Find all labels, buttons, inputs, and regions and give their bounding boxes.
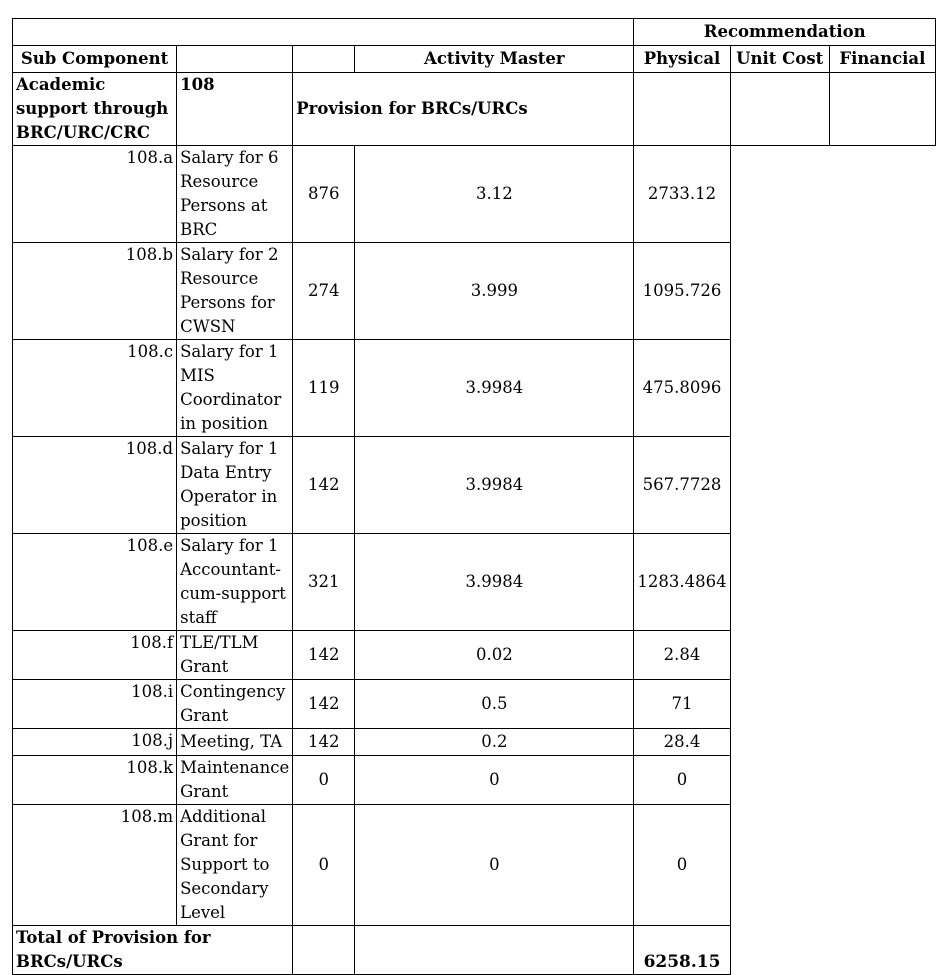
recommendation-table-container: [12, 18, 936, 975]
financial-value: 2733.12: [634, 146, 730, 243]
unit-cost-value: 0.02: [355, 631, 634, 680]
subcode-header-blank: [293, 46, 355, 73]
activity-master-header: Activity Master: [355, 46, 634, 73]
table-row: [13, 756, 936, 805]
financial-value: 28.4: [634, 729, 730, 756]
unit-cost-value: 3.9984: [355, 534, 634, 631]
activity-name: Meeting, TA: [177, 729, 293, 756]
sub-component-header: Sub Component: [13, 46, 177, 73]
unit-cost-value: 0: [355, 756, 634, 805]
recommendation-header: Recommendation: [634, 19, 936, 46]
total-financial: 6258.15: [634, 926, 730, 975]
activity-name: Salary for 1 Data Entry Operator in position: [177, 437, 293, 534]
financial-header: Financial: [829, 46, 935, 73]
unit-cost-value: 0.2: [355, 729, 634, 756]
physical-value: 142: [293, 680, 355, 729]
header-blank-cell: [13, 19, 634, 46]
unit-cost-value: 3.9984: [355, 340, 634, 437]
unit-cost-value: 3.9984: [355, 437, 634, 534]
table-row: [13, 340, 936, 437]
physical-value: 142: [293, 729, 355, 756]
financial-value: 1095.726: [634, 243, 730, 340]
header-row-top: [13, 19, 936, 46]
total-label: Total of Provision for BRCs/URCs: [13, 926, 293, 975]
activity-code: 108.m: [13, 805, 177, 926]
physical-value: 321: [293, 534, 355, 631]
activity-name: TLE/TLM Grant: [177, 631, 293, 680]
physical-header: Physical: [634, 46, 730, 73]
recommendation-table: [12, 18, 936, 975]
activity-code: 108.b: [13, 243, 177, 340]
group-physical-blank: [634, 73, 730, 146]
table-row: [13, 243, 936, 340]
table-row: [13, 729, 936, 756]
activity-code: 108.e: [13, 534, 177, 631]
activity-code: 108.j: [13, 729, 177, 756]
table-row: [13, 631, 936, 680]
table-row: [13, 805, 936, 926]
total-physical-blank: [293, 926, 355, 975]
activity-name: Additional Grant for Support to Secondary Level: [177, 805, 293, 926]
code-header-blank: [177, 46, 293, 73]
financial-value: 2.84: [634, 631, 730, 680]
physical-value: 0: [293, 756, 355, 805]
activity-code: 108.c: [13, 340, 177, 437]
financial-value: 0: [634, 805, 730, 926]
unit-cost-value: 0.5: [355, 680, 634, 729]
table-row: [13, 680, 936, 729]
financial-value: 1283.4864: [634, 534, 730, 631]
activity-name: Contingency Grant: [177, 680, 293, 729]
unit-cost-header: Unit Cost: [730, 46, 829, 73]
group-row: [13, 73, 936, 146]
activity-code: 108.d: [13, 437, 177, 534]
group-financial-blank: [829, 73, 935, 146]
table-row: [13, 146, 936, 243]
activity-name: Salary for 2 Resource Persons for CWSN: [177, 243, 293, 340]
group-code-cell: 108: [177, 73, 293, 146]
unit-cost-value: 3.999: [355, 243, 634, 340]
financial-value: 0: [634, 756, 730, 805]
financial-value: 567.7728: [634, 437, 730, 534]
physical-value: 876: [293, 146, 355, 243]
activity-name: Salary for 1 MIS Coordinator in position: [177, 340, 293, 437]
activity-name: Maintenance Grant: [177, 756, 293, 805]
total-unit-cost-blank: [355, 926, 634, 975]
financial-value: 71: [634, 680, 730, 729]
header-row-columns: [13, 46, 936, 73]
financial-value: 475.8096: [634, 340, 730, 437]
physical-value: 142: [293, 631, 355, 680]
sub-component-cell: Academic support through BRC/URC/CRC: [13, 73, 177, 146]
activity-code: 108.k: [13, 756, 177, 805]
total-row: [13, 926, 936, 975]
activity-code: 108.i: [13, 680, 177, 729]
group-unit-cost-blank: [730, 73, 829, 146]
physical-value: 119: [293, 340, 355, 437]
activity-name: Salary for 1 Accountant-cum-support staff: [177, 534, 293, 631]
group-title-cell: Provision for BRCs/URCs: [293, 73, 634, 146]
activity-code: 108.f: [13, 631, 177, 680]
activity-name: Salary for 6 Resource Persons at BRC: [177, 146, 293, 243]
unit-cost-value: 3.12: [355, 146, 634, 243]
physical-value: 0: [293, 805, 355, 926]
table-row: [13, 437, 936, 534]
table-row: [13, 534, 936, 631]
unit-cost-value: 0: [355, 805, 634, 926]
physical-value: 274: [293, 243, 355, 340]
activity-code: 108.a: [13, 146, 177, 243]
physical-value: 142: [293, 437, 355, 534]
